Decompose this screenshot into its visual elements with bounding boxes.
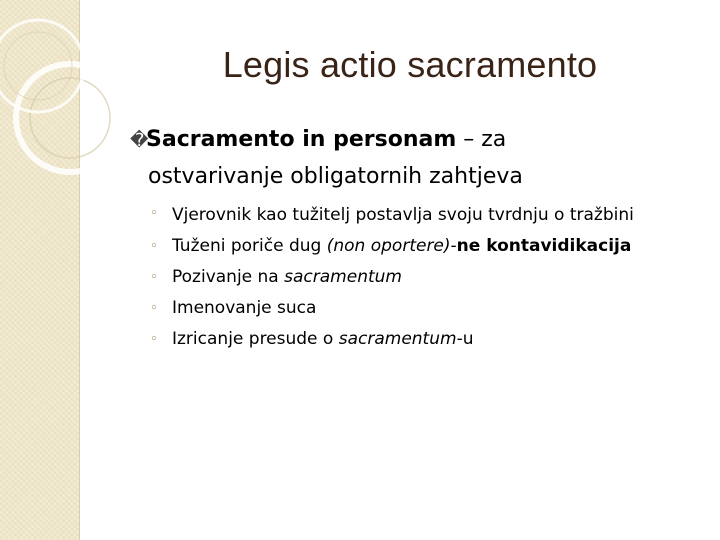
main-bullet-line2: ostvarivanje obligatornih zahtjeva (148, 164, 523, 189)
sub-bullet-italic: sacramentum (338, 329, 457, 349)
main-bullet-rest: – za (456, 127, 507, 152)
sub-bullet-italic: (non oportere) (326, 236, 451, 256)
main-bullet-bold-text: Sacramento in personam (146, 127, 457, 152)
sub-bullet-text: -u (456, 329, 474, 349)
main-bullet (130, 122, 690, 195)
sub-bullet-text: Pozivanje na (172, 267, 285, 287)
sub-bullet-item (146, 324, 696, 355)
sub-bullet-item (146, 200, 696, 231)
circle-bullet-icon: ◦ (150, 301, 158, 316)
sub-bullet-text: Izricanje presude o (172, 329, 339, 349)
circle-bullet-icon: ◦ (150, 206, 158, 221)
circle-bullet-icon: ◦ (150, 239, 158, 254)
sub-bullet-item (146, 293, 696, 324)
missing-glyph-bullet-icon: � (130, 130, 149, 151)
sub-bullet-text: Imenovanje suca (172, 298, 317, 318)
circle-bullet-icon: ◦ (150, 270, 158, 285)
circle-bullet-icon: ◦ (150, 332, 158, 347)
slide-title: Legis actio sacramento (222, 44, 598, 85)
sub-bullet-italic: sacramentum (284, 267, 402, 287)
sub-bullet-text: Tuženi poriče dug (172, 236, 327, 256)
sub-bullet-list (146, 200, 696, 355)
sub-bullet-bold: ne kontavidikacija (456, 236, 632, 256)
sub-bullet-text: Vjerovnik kao tužitelj postavlja svoju tvrdnju o tražbini (172, 205, 634, 225)
sub-bullet-item (146, 231, 696, 262)
sub-bullet-sep: - (450, 236, 457, 256)
sub-bullet-item (146, 262, 696, 293)
